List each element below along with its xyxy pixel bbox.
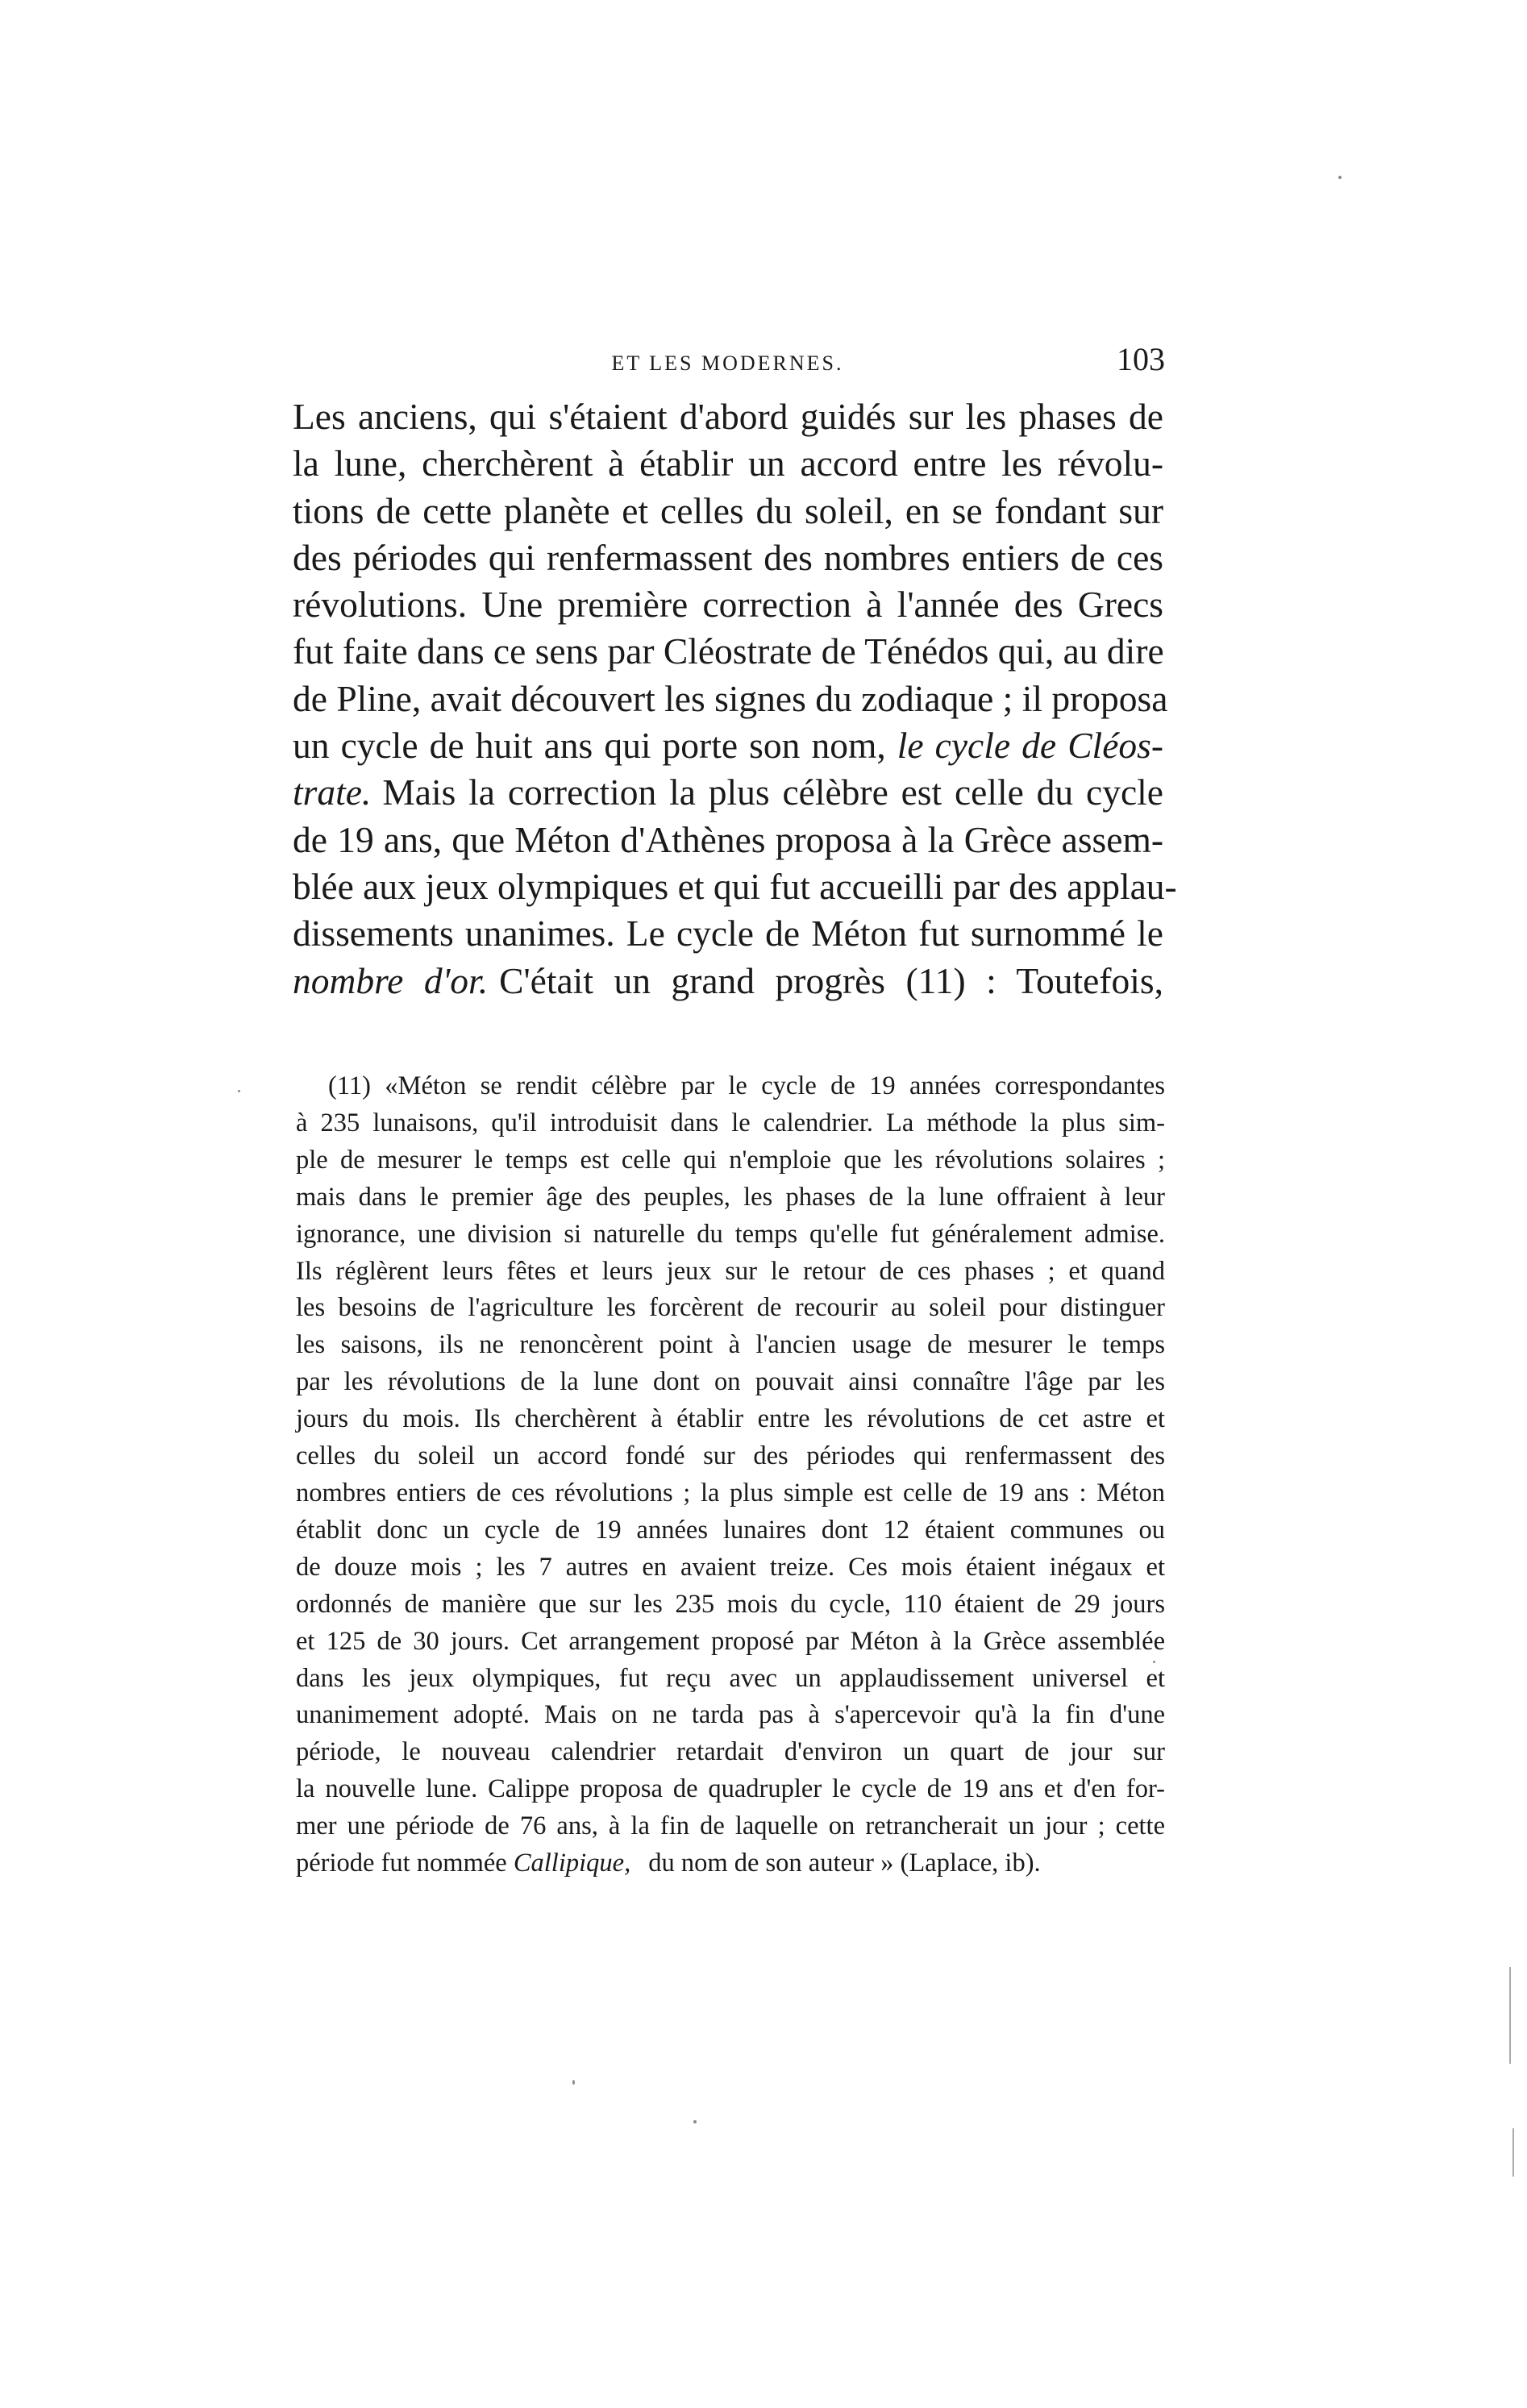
text-line: blée aux jeux olympiques et qui fut accueilli par des applau- [293,865,1177,907]
margin-mark [1512,2128,1514,2177]
text-line-with-italic [293,769,1163,816]
footnote-line: à 235 lunaisons, qu'il introduisit dans le calendrier. La méthode la plus sim- [296,1108,1165,1137]
footnote-line: ignorance, une division si naturelle du temps qu'elle fut généralement admise. [296,1219,1165,1249]
text-segment: période fut nommée [296,1849,507,1878]
text-line: de Pline, avait découvert les signes du zodiaque ; il proposa [293,677,1168,719]
margin-mark [1509,1967,1511,2064]
text-line: Les anciens, qui s'étaient d'abord guidés sur les phases de [293,396,1163,437]
running-title: ET LES MODERNES. [611,351,844,375]
footnote-line: les besoins de l'agriculture les forcèrent de recourir au soleil pour distinguer [296,1293,1165,1323]
italic-cycle-name: le cycle de Cléos- [897,725,1163,767]
footnote-line: ple de mesurer le temps est celle qui n'emploie que les révolutions solaires ; [296,1145,1165,1175]
footnote-line: de douze mois ; les 7 autres en avaient treize. Ces mois étaient inégaux et [296,1552,1165,1582]
footnote-line: Ils réglèrent leurs fêtes et leurs jeux sur le retour de ces phases ; et quand [296,1256,1165,1286]
main-paragraph [293,393,1177,1004]
text-segment: Mais la correction la plus célèbre est celle du cycle [382,771,1163,813]
footnote-line: mer une période de 76 ans, à la fin de laquelle on retrancherait un jour ; cette [296,1811,1165,1841]
text-line: fut faite dans ce sens par Cléostrate de Ténédos qui, au dire [293,630,1164,672]
text-line-with-italic [293,722,1163,769]
running-head [290,340,1165,389]
page-number: 103 [1117,341,1165,377]
italic-callipique: Callipique, [513,1849,631,1878]
text-segment: C'était un grand progrès (11) : Toutefois, [499,959,1163,1001]
text-line: tions de cette planète et celles du soleil, en se fondant sur [293,489,1163,531]
italic-word-end: trate. [293,771,372,813]
footnote-line: unanimement adopté. Mais on ne tarda pas à s'apercevoir qu'à la fin d'une [296,1700,1165,1730]
footnote-line: période, le nouveau calendrier retardait d'environ un quart de jour sur [296,1737,1165,1767]
footnote-line: établit donc un cycle de 19 années lunaires dont 12 étaient communes ou [296,1515,1165,1545]
footnote-line: et 125 de 30 jours. Cet arrangement proposé par Méton à la Grèce assemblée [296,1626,1165,1656]
footnote-line: nombres entiers de ces révolutions ; la plus simple est celle de 19 ans : Méton [296,1478,1165,1508]
text-line-with-italic [293,958,1163,1004]
footnote-line: jours du mois. Ils cherchèrent à établir entre les révolutions de cet astre et [296,1404,1165,1434]
footnote-line: dans les jeux olympiques, fut reçu avec un applaudissement universel et [296,1663,1165,1693]
footnote-line: les saisons, ils ne renoncèrent point à l'ancien usage de mesurer le temps [296,1330,1165,1360]
text-segment: un cycle de huit ans qui porte son nom, [293,725,886,767]
text-line: la lune, cherchèrent à établir un accord entre les révolu- [293,443,1163,485]
footnote-line: mais dans le premier âge des peuples, les phases de la lune offraient à leur [296,1182,1165,1212]
footnote-line: ordonnés de manière que sur les 235 mois du cycle, 110 étaient de 29 jours [296,1589,1165,1619]
text-segment: du nom de son auteur » (Laplace, ib). [648,1849,1041,1878]
text-line: dissements unanimes. Le cycle de Méton fut surnommé le [293,913,1163,954]
footnote [296,1068,1165,1882]
text-line: de 19 ans, que Méton d'Athènes proposa à la Grèce assem- [293,818,1163,860]
text-line: des périodes qui renfermassent des nombres entiers de ces [293,536,1163,578]
footnote-line: celles du soleil un accord fondé sur des périodes qui renfermassent des [296,1441,1165,1471]
italic-nombre-dor: nombre d'or. [293,959,489,1001]
footnote-last-line [296,1845,1165,1882]
footnote-line: la nouvelle lune. Calippe proposa de quadrupler le cycle de 19 ans et d'en for- [296,1774,1165,1804]
text-line: révolutions. Une première correction à l'année des Grecs [293,584,1163,626]
footnote-line: par les révolutions de la lune dont on pouvait ainsi connaître l'âge par les [296,1367,1165,1397]
footnote-line: (11) «Méton se rendit célèbre par le cycle de 19 années correspondantes [328,1071,1165,1100]
